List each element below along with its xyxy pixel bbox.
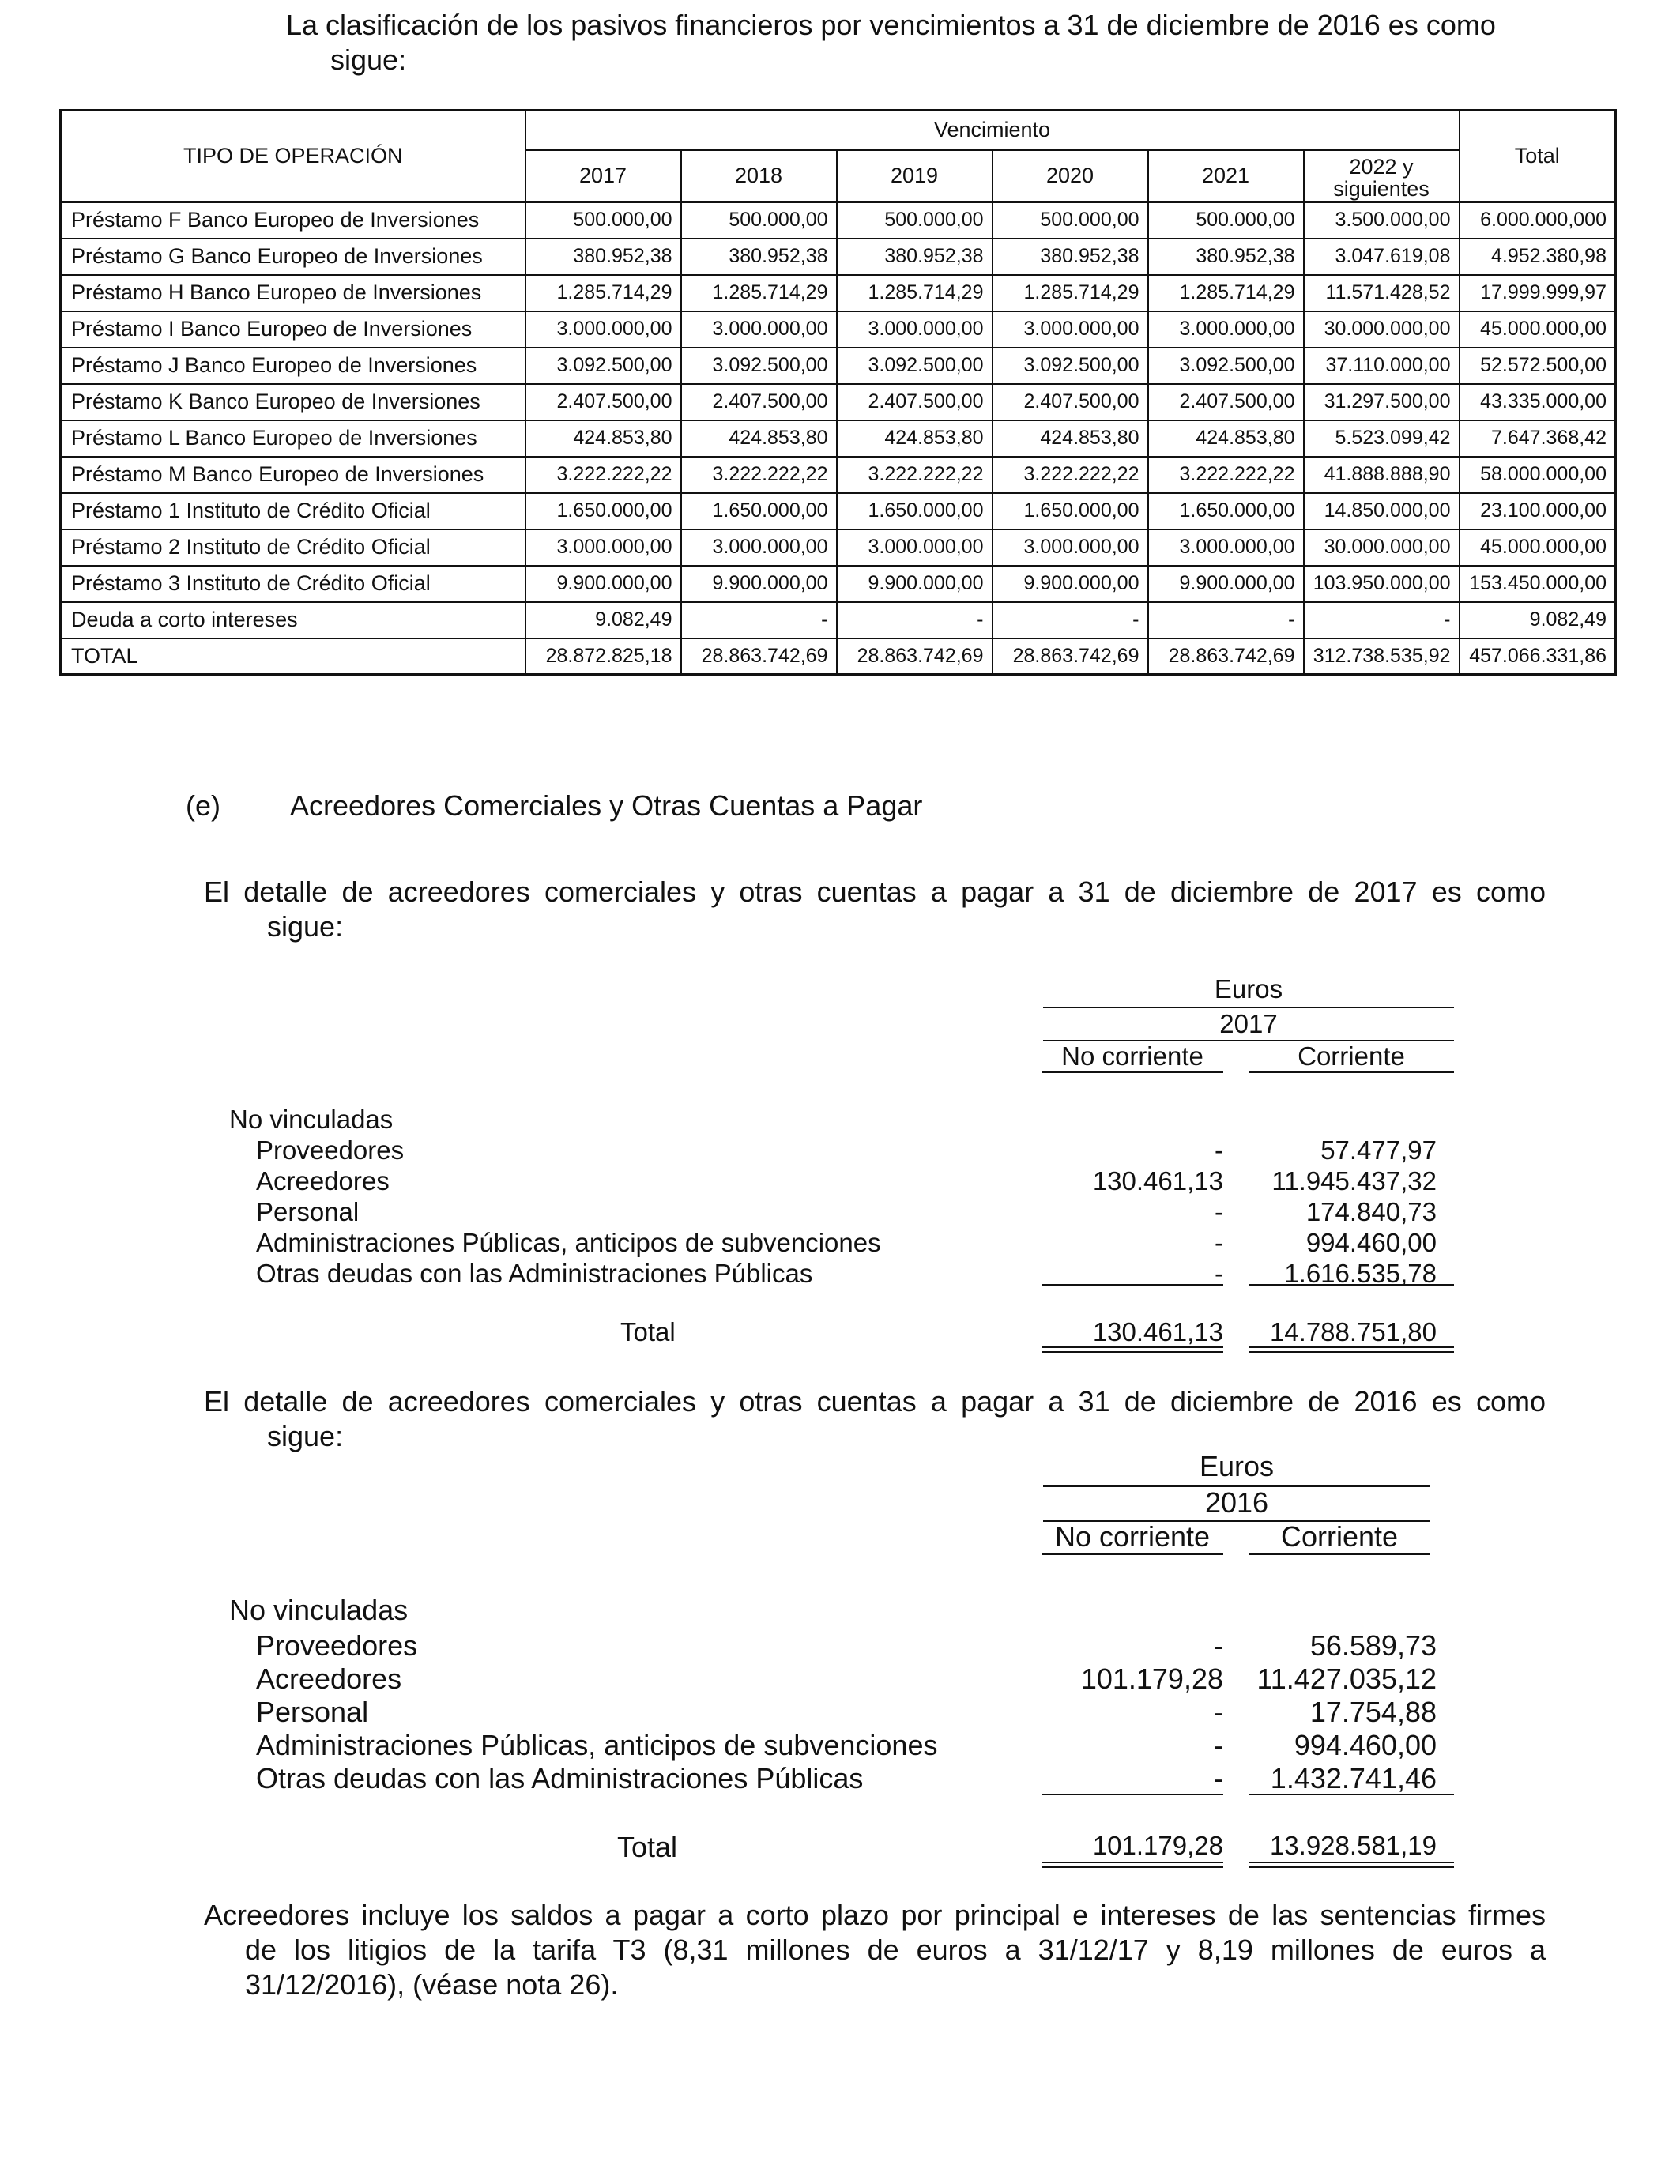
- maturity-row: [61, 311, 1616, 348]
- maturity-cell: 11.571.428,52: [1304, 275, 1460, 311]
- maturity-cell: 9.900.000,00: [993, 566, 1148, 602]
- maturity-row: [61, 638, 1616, 675]
- maturity-cell: 424.853,80: [525, 420, 681, 457]
- maturity-cell: -: [1148, 602, 1304, 638]
- maturity-row-name: Préstamo 2 Instituto de Crédito Oficial: [61, 529, 525, 566]
- maturity-cell: 31.297.500,00: [1304, 384, 1460, 420]
- detail-2017-total-nc: 130.461,13: [1092, 1317, 1223, 1346]
- maturity-cell: 5.523.099,42: [1304, 420, 1460, 457]
- maturity-cell: 3.222.222,22: [525, 457, 681, 493]
- maturity-cell: 9.900.000,00: [1148, 566, 1304, 602]
- header-year-2022-line2: siguientes: [1333, 176, 1430, 201]
- maturity-cell: 500.000,00: [837, 202, 993, 239]
- maturity-cell: 28.872.825,18: [525, 638, 681, 675]
- header-year: 2019: [837, 150, 993, 202]
- maturity-cell: 28.863.742,69: [681, 638, 837, 675]
- detail_2016-row-corriente: 17.754,88: [1309, 1696, 1437, 1728]
- detail_2016-row-corriente: 11.427.035,12: [1256, 1662, 1437, 1695]
- maturity-cell: 380.952,38: [1148, 239, 1304, 275]
- detail_2017-row-no-corriente: -: [1215, 1228, 1223, 1257]
- header-vencimiento: Vencimiento: [525, 111, 1460, 150]
- detail_2017-row-label: Personal: [256, 1197, 360, 1226]
- detail-2016-total-nc: 101.179,28: [1092, 1831, 1223, 1860]
- closing-note-line-1: Acreedores incluye los saldos a pagar a corto plazo por principal e intereses de las sentencias firmes: [204, 1899, 1546, 1931]
- maturity-cell: 3.000.000,00: [525, 529, 681, 566]
- maturity-row-name: Préstamo K Banco Europeo de Inversiones: [61, 384, 525, 420]
- detail-2016-intro: [204, 1384, 1546, 1454]
- detail_2017-row-label: Otras deudas con las Administraciones Públicas: [256, 1259, 813, 1288]
- detail-2017-intro-line-2: sigue:: [267, 910, 344, 943]
- detail_2016-row-corriente: 994.460,00: [1294, 1729, 1437, 1761]
- maturity-cell: 28.863.742,69: [1148, 638, 1304, 675]
- maturity-cell: 3.092.500,00: [525, 348, 681, 384]
- maturity-cell: 3.000.000,00: [1148, 311, 1304, 348]
- maturity-cell: 2.407.500,00: [525, 384, 681, 420]
- detail_2016-row-label: Acreedores: [256, 1662, 402, 1695]
- header-year: 2020: [993, 150, 1148, 202]
- maturity-row-name: Deuda a corto intereses: [61, 602, 525, 638]
- maturity-row: [61, 239, 1616, 275]
- maturity-cell: 17.999.999,97: [1460, 275, 1616, 311]
- maturity-row-name: TOTAL: [61, 638, 525, 675]
- maturity-cell: 1.650.000,00: [1148, 493, 1304, 529]
- maturity-cell: 3.222.222,22: [681, 457, 837, 493]
- maturity-cell: 500.000,00: [681, 202, 837, 239]
- detail-2017-intro-line-1: El detalle de acreedores comerciales y otras cuentas a pagar a 31 de diciembre de 2017 es como: [204, 875, 1546, 908]
- header-total: Total: [1460, 111, 1616, 202]
- maturity-row: [61, 348, 1616, 384]
- maturity-table-container: [59, 109, 1617, 676]
- maturity-cell: 2.407.500,00: [681, 384, 837, 420]
- maturity-cell: 424.853,80: [1148, 420, 1304, 457]
- maturity-cell: 500.000,00: [1148, 202, 1304, 239]
- detail-2016-col-no-corriente: No corriente: [1054, 1520, 1211, 1553]
- maturity-row: [61, 420, 1616, 457]
- maturity-row-name: Préstamo G Banco Europeo de Inversiones: [61, 239, 525, 275]
- maturity-row-name: Préstamo 3 Instituto de Crédito Oficial: [61, 566, 525, 602]
- maturity-cell: 1.650.000,00: [993, 493, 1148, 529]
- maturity-row-name: Préstamo I Banco Europeo de Inversiones: [61, 311, 525, 348]
- maturity-row-name: Préstamo J Banco Europeo de Inversiones: [61, 348, 525, 384]
- maturity-cell: 312.738.535,92: [1304, 638, 1460, 675]
- header-year-2022-siguientes: [1304, 150, 1460, 202]
- maturity-cell: 3.000.000,00: [525, 311, 681, 348]
- maturity-cell: 3.000.000,00: [837, 311, 993, 348]
- maturity-row: [61, 202, 1616, 239]
- maturity-cell: 380.952,38: [525, 239, 681, 275]
- detail-2016-total-c: 13.928.581,19: [1269, 1831, 1437, 1860]
- detail-2017-year: 2017: [1219, 1009, 1278, 1038]
- detail_2017-row-no-corriente: 130.461,13: [1092, 1166, 1223, 1196]
- maturity-cell: 500.000,00: [993, 202, 1148, 239]
- maturity-cell: 1.285.714,29: [681, 275, 837, 311]
- detail-2016-currency: Euros: [1199, 1450, 1275, 1482]
- detail_2017-row-no-corriente: -: [1215, 1259, 1223, 1288]
- detail_2017-row-label: Proveedores: [256, 1135, 405, 1165]
- maturity-cell: 1.285.714,29: [525, 275, 681, 311]
- maturity-cell: 58.000.000,00: [1460, 457, 1616, 493]
- maturity-cell: -: [993, 602, 1148, 638]
- detail_2017-row-corriente: 11.945.437,32: [1271, 1166, 1437, 1196]
- maturity-cell: 28.863.742,69: [993, 638, 1148, 675]
- intro-line-1: La clasificación de los pasivos financieros por vencimientos a 31 de diciembre de 2016 es como: [286, 9, 1496, 41]
- detail_2017-row-no-corriente: -: [1215, 1135, 1223, 1165]
- maturity-row-name: Préstamo F Banco Europeo de Inversiones: [61, 202, 525, 239]
- maturity-cell: 23.100.000,00: [1460, 493, 1616, 529]
- detail_2016-row-label: Administraciones Públicas, anticipos de subvenciones: [256, 1729, 938, 1761]
- maturity-cell: 3.000.000,00: [681, 529, 837, 566]
- maturity-cell: 6.000.000,000: [1460, 202, 1616, 239]
- maturity-cell: 4.952.380,98: [1460, 239, 1616, 275]
- detail-2016-intro-line-1: El detalle de acreedores comerciales y otras cuentas a pagar a 31 de diciembre de 2016 es como: [204, 1385, 1546, 1418]
- maturity-row: [61, 457, 1616, 493]
- detail_2016-row-corriente: 56.589,73: [1309, 1629, 1437, 1662]
- maturity-cell: 52.572.500,00: [1460, 348, 1616, 384]
- closing-note-line-3: 31/12/2016), (véase nota 26).: [245, 1968, 619, 2001]
- maturity-cell: 45.000.000,00: [1460, 311, 1616, 348]
- detail_2017-row-corriente: 174.840,73: [1305, 1197, 1437, 1226]
- maturity-cell: 9.900.000,00: [681, 566, 837, 602]
- maturity-cell: 45.000.000,00: [1460, 529, 1616, 566]
- maturity-cell: 28.863.742,69: [837, 638, 993, 675]
- maturity-cell: 1.285.714,29: [837, 275, 993, 311]
- maturity-cell: 2.407.500,00: [1148, 384, 1304, 420]
- maturity-row: [61, 275, 1616, 311]
- detail_2017-row-label: Acreedores: [256, 1166, 390, 1196]
- maturity-cell: 9.082,49: [525, 602, 681, 638]
- maturity-cell: 3.222.222,22: [1148, 457, 1304, 493]
- section-e-title: Acreedores Comerciales y Otras Cuentas a Pagar: [290, 789, 923, 822]
- maturity-cell: 3.092.500,00: [681, 348, 837, 384]
- maturity-cell: 424.853,80: [993, 420, 1148, 457]
- maturity-cell: 3.092.500,00: [1148, 348, 1304, 384]
- maturity-cell: 380.952,38: [993, 239, 1148, 275]
- maturity-cell: 41.888.888,90: [1304, 457, 1460, 493]
- maturity-cell: 457.066.331,86: [1460, 638, 1616, 675]
- detail_2017-row-corriente: 994.460,00: [1305, 1228, 1437, 1257]
- detail-2016-intro-line-2: sigue:: [267, 1420, 344, 1452]
- maturity-cell: 380.952,38: [837, 239, 993, 275]
- maturity-cell: 3.500.000,00: [1304, 202, 1460, 239]
- maturity-cell: 500.000,00: [525, 202, 681, 239]
- maturity-cell: 1.650.000,00: [681, 493, 837, 529]
- maturity-cell: 43.335.000,00: [1460, 384, 1616, 420]
- detail_2017-row-corriente: 1.616.535,78: [1284, 1259, 1437, 1288]
- maturity-row: [61, 493, 1616, 529]
- intro-paragraph-2016: [286, 8, 1546, 77]
- detail-2016-group: No vinculadas: [229, 1594, 409, 1626]
- header-year-2022-line1: 2022 y: [1349, 154, 1414, 179]
- header-tipo-operacion: TIPO DE OPERACIÓN: [61, 111, 525, 202]
- maturity-cell: 3.000.000,00: [837, 529, 993, 566]
- maturity-row: [61, 602, 1616, 638]
- header-year: 2021: [1148, 150, 1304, 202]
- maturity-cell: 30.000.000,00: [1304, 529, 1460, 566]
- header-year: 2017: [525, 150, 681, 202]
- detail-2016-year: 2016: [1204, 1486, 1269, 1519]
- maturity-cell: 9.082,49: [1460, 602, 1616, 638]
- maturity-cell: -: [1304, 602, 1460, 638]
- detail_2017-row-label: Administraciones Públicas, anticipos de subvenciones: [256, 1228, 881, 1257]
- detail_2016-row-no-corriente: -: [1214, 1729, 1223, 1761]
- maturity-cell: 3.092.500,00: [993, 348, 1148, 384]
- detail_2016-row-label: Personal: [256, 1696, 369, 1728]
- detail-2017-col-no-corriente: No corriente: [1061, 1041, 1203, 1071]
- maturity-cell: 30.000.000,00: [1304, 311, 1460, 348]
- maturity-cell: 7.647.368,42: [1460, 420, 1616, 457]
- maturity-row: [61, 529, 1616, 566]
- maturity-cell: -: [837, 602, 993, 638]
- maturity-cell: 1.285.714,29: [993, 275, 1148, 311]
- detail_2016-row-corriente: 1.432.741,46: [1270, 1762, 1437, 1794]
- detail_2016-row-label: Proveedores: [256, 1629, 418, 1662]
- maturity-cell: 3.000.000,00: [1148, 529, 1304, 566]
- detail_2016-row-no-corriente: -: [1214, 1762, 1223, 1794]
- intro-line-2: sigue:: [330, 43, 407, 76]
- detail-2016-col-corriente: Corriente: [1280, 1520, 1399, 1553]
- maturity-cell: 9.900.000,00: [525, 566, 681, 602]
- maturity-cell: 1.285.714,29: [1148, 275, 1304, 311]
- maturity-cell: 380.952,38: [681, 239, 837, 275]
- header-year: 2018: [681, 150, 837, 202]
- closing-note: [204, 1898, 1546, 2002]
- maturity-cell: 3.222.222,22: [837, 457, 993, 493]
- maturity-row-name: Préstamo 1 Instituto de Crédito Oficial: [61, 493, 525, 529]
- maturity-row-name: Préstamo L Banco Europeo de Inversiones: [61, 420, 525, 457]
- detail_2016-row-no-corriente: 101.179,28: [1080, 1662, 1223, 1695]
- detail-2017-col-corriente: Corriente: [1298, 1041, 1405, 1071]
- detail_2017-row-no-corriente: -: [1215, 1197, 1223, 1226]
- detail_2016-row-label: Otras deudas con las Administraciones Públicas: [256, 1762, 864, 1794]
- detail-2016-total-label: Total: [617, 1831, 678, 1863]
- maturity-cell: 2.407.500,00: [993, 384, 1148, 420]
- maturity-cell: 1.650.000,00: [837, 493, 993, 529]
- maturity-cell: 3.000.000,00: [993, 311, 1148, 348]
- maturity-cell: 3.092.500,00: [837, 348, 993, 384]
- detail-2017-group: No vinculadas: [229, 1105, 394, 1134]
- maturity-cell: 14.850.000,00: [1304, 493, 1460, 529]
- maturity-cell: 424.853,80: [681, 420, 837, 457]
- maturity-row-name: Préstamo M Banco Europeo de Inversiones: [61, 457, 525, 493]
- maturity-row-name: Préstamo H Banco Europeo de Inversiones: [61, 275, 525, 311]
- maturity-cell: 3.000.000,00: [993, 529, 1148, 566]
- detail-2017-total-label: Total: [620, 1317, 676, 1346]
- maturity-cell: 1.650.000,00: [525, 493, 681, 529]
- detail-2017-total-c: 14.788.751,80: [1269, 1317, 1437, 1346]
- maturity-cell: 2.407.500,00: [837, 384, 993, 420]
- detail-2017-currency: Euros: [1214, 974, 1283, 1004]
- maturity-cell: 424.853,80: [837, 420, 993, 457]
- detail_2016-row-no-corriente: -: [1214, 1696, 1223, 1728]
- detail_2016-row-no-corriente: -: [1214, 1629, 1223, 1662]
- detail-2017-intro: [204, 875, 1546, 944]
- closing-note-line-2: de los litigios de la tarifa T3 (8,31 millones de euros a 31/12/17 y 8,19 millones de euros a: [245, 1934, 1546, 1966]
- maturity-cell: 3.000.000,00: [681, 311, 837, 348]
- maturity-cell: 3.047.619,08: [1304, 239, 1460, 275]
- detail_2017-row-corriente: 57.477,97: [1320, 1135, 1437, 1165]
- maturity-cell: -: [681, 602, 837, 638]
- maturity-cell: 103.950.000,00: [1304, 566, 1460, 602]
- maturity-cell: 37.110.000,00: [1304, 348, 1460, 384]
- maturity-cell: 153.450.000,00: [1460, 566, 1616, 602]
- maturity-cell: 3.222.222,22: [993, 457, 1148, 493]
- maturity-row: [61, 384, 1616, 420]
- maturity-table: [59, 109, 1617, 676]
- maturity-row: [61, 566, 1616, 602]
- section-e-label: (e): [186, 789, 220, 822]
- maturity-cell: 9.900.000,00: [837, 566, 993, 602]
